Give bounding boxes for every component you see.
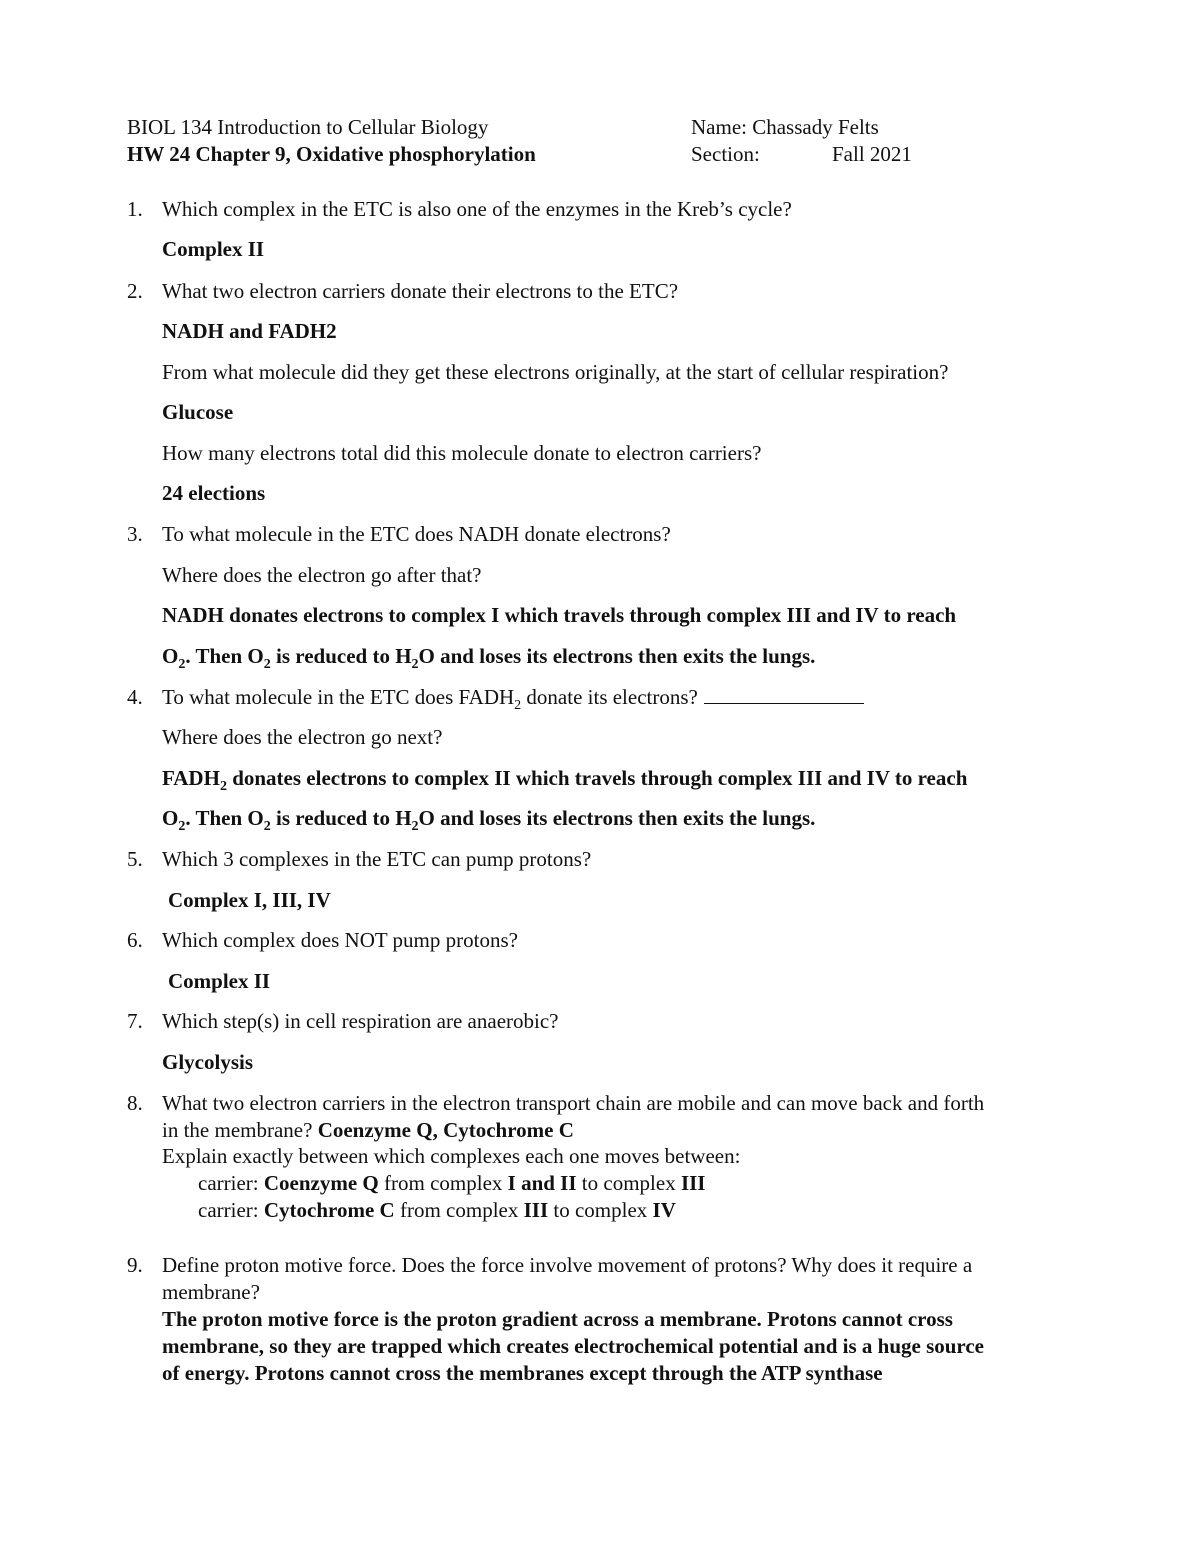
question-number: 2. xyxy=(127,279,143,303)
answer-text: 24 elections xyxy=(162,481,266,505)
question-number: 1. xyxy=(127,197,143,221)
question-text: Which complex does NOT pump protons? xyxy=(162,928,518,952)
answer-text: NADH donates electrons to complex I which travels through complex III and IV to reach xyxy=(162,603,957,627)
answer-text: NADH and FADH2 xyxy=(162,319,337,343)
answer-text: $O_2$. Then $O_2$ is reduced to $H_2O$ and loses its electrons then exits the lungs. xyxy=(162,644,816,673)
question-text: in the membrane? Coenzyme Q, Cytochrome C xyxy=(162,1118,574,1142)
answer-text: The proton motive force is the proton gradient across a membrane. Protons cannot cross xyxy=(162,1307,953,1331)
answer-text: Glycolysis xyxy=(162,1050,254,1074)
answer-text: Coenzyme Q, Cytochrome C xyxy=(317,1118,574,1142)
question-number: 4. xyxy=(127,685,143,709)
question-number: 5. xyxy=(127,847,143,871)
section-label: Section: xyxy=(691,142,760,166)
answer-text: $O_2$. Then $O_2$ is reduced to $H_2O$ and loses its electrons then exits the lungs. xyxy=(162,806,816,835)
carrier-row: carrier: Cytochrome C from complex III to complex IV xyxy=(198,1198,676,1222)
answer-blank[interactable] xyxy=(704,685,864,704)
question-number: 8. xyxy=(127,1091,143,1115)
answer-text: Complex II xyxy=(162,237,265,261)
answer-text: Complex II xyxy=(168,969,271,993)
course-title: BIOL 134 Introduction to Cellular Biology xyxy=(127,115,489,139)
question-number: 6. xyxy=(127,928,143,952)
question-text: To what molecule in the ETC does NADH donate electrons? xyxy=(162,522,671,546)
question-text: Where does the electron go next? xyxy=(162,725,443,749)
question-text: Explain exactly between which complexes each one moves between: xyxy=(162,1144,741,1168)
answer-text: membrane, so they are trapped which creates electrochemical potential and is a huge source xyxy=(162,1334,985,1358)
question-text: Define proton motive force. Does the force involve movement of protons? Why does it require a xyxy=(162,1253,973,1277)
answer-text: Glucose xyxy=(162,400,234,424)
question-text: What two electron carriers in the electron transport chain are mobile and can move back and forth xyxy=(162,1091,985,1115)
question-text: Which complex in the ETC is also one of the enzymes in the Kreb’s cycle? xyxy=(162,197,792,221)
question-text: Where does the electron go after that? xyxy=(162,563,482,587)
question-text: What two electron carriers donate their electrons to the ETC? xyxy=(162,279,679,303)
student-name: Name: Chassady Felts xyxy=(691,115,879,139)
homework-title: HW 24 Chapter 9, Oxidative phosphorylation xyxy=(127,142,536,166)
term: Fall 2021 xyxy=(832,142,912,166)
answer-text: of energy. Protons cannot cross the membranes except through the ATP synthase xyxy=(162,1361,883,1385)
question-text: membrane? xyxy=(162,1280,260,1304)
question-text: From what molecule did they get these electrons originally, at the start of cellular respiration? xyxy=(162,360,949,384)
question-number: 9. xyxy=(127,1253,143,1277)
question-number: 7. xyxy=(127,1009,143,1033)
question-number: 3. xyxy=(127,522,143,546)
question-text: Which step(s) in cell respiration are anaerobic? xyxy=(162,1009,559,1033)
question-text: Which 3 complexes in the ETC can pump protons? xyxy=(162,847,592,871)
question-text: How many electrons total did this molecule donate to electron carriers? xyxy=(162,441,762,465)
answer-text: $FADH_2$ donates electrons to complex II which travels through complex III and IV to reach xyxy=(162,766,968,795)
answer-text: Complex I, III, IV xyxy=(168,888,331,912)
question-text: To what molecule in the ETC does $FADH_2$ donate its electrons? xyxy=(162,684,864,710)
carrier-row: carrier: Coenzyme Q from complex I and II to complex III xyxy=(198,1171,706,1195)
